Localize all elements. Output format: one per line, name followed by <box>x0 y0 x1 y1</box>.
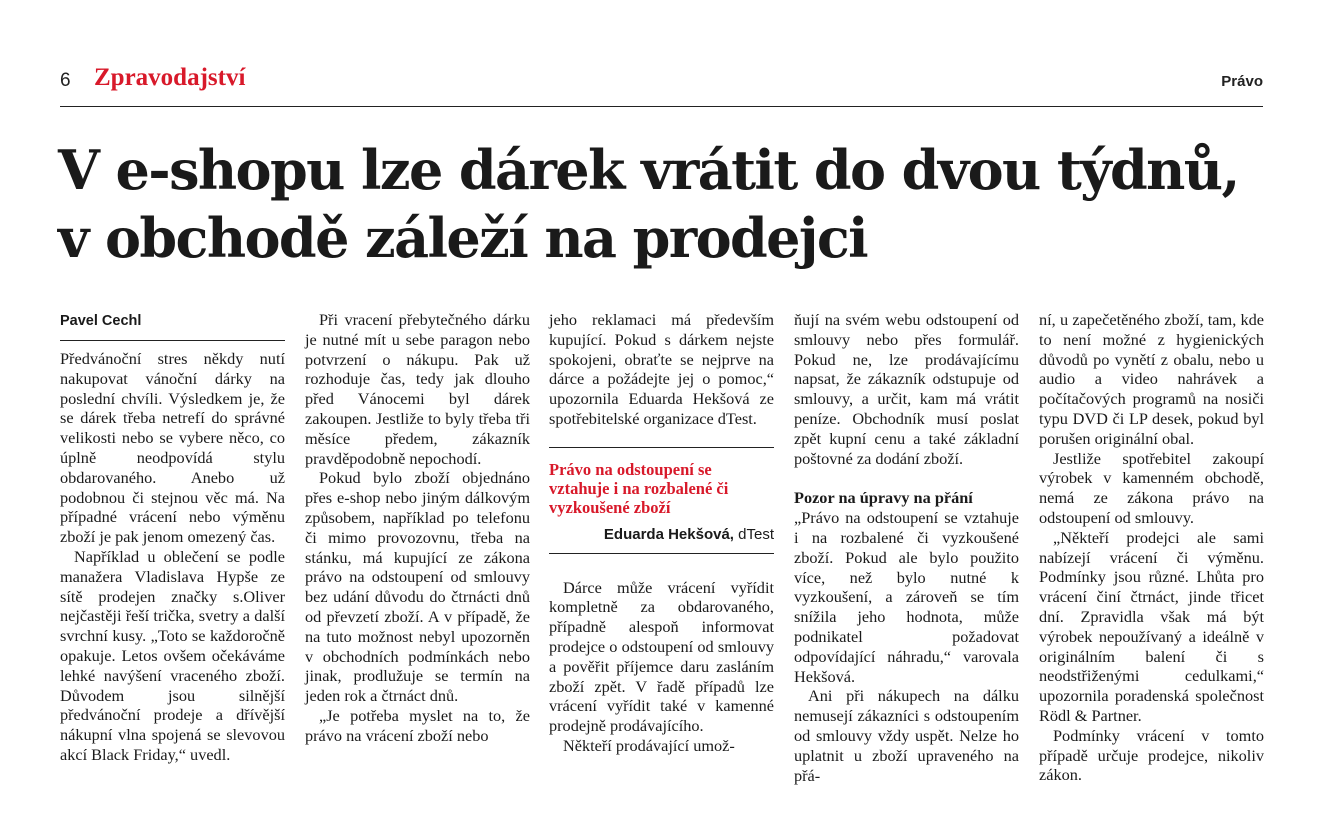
paragraph: Například u oblečení se podle manažera Vladislava Hypše ze sítě prodejen značky s.Oliver nejčastěji řeší trička, svetry a další svrchní kusy. „Toto se každoročně opakuje. Letos ovšem očekáváme lehké navýšení vraceného zboží. Důvodem jsou silnější předvánoční prodeje a dřívější nákupní vlna spojená se slevovou akcí Black Friday,“ uvedl. <box>60 546 285 764</box>
pull-quote-author: Eduarda Hekšová, <box>603 525 734 543</box>
paragraph: ní, u zapečetěného zboží, tam, kde to není možné z hygienických důvodů po vynětí z obalu, nebo u audio a video nahrávek a počítačových programů na nosiči typu DVD či LP desek, pokud byl porušen originální obal. <box>1039 310 1264 448</box>
pull-quote-organization: dTest <box>738 525 774 543</box>
paragraph: Ani při nákupech na dálku nemusejí zákazníci s odstoupením od smlouvy vždy uspět. Nelze ho uplatnit u zboží upraveného na přá- <box>794 686 1019 785</box>
column-3 <box>549 310 774 756</box>
pull-quote-source <box>549 525 774 545</box>
paragraph: Pokud bylo zboží objednáno přes e-shop nebo jiným dálkovým způsobem, například po telefonu či mimo provozovnu, třeba na stánku, má kupující ze zákona právo na odstoupení od smlouvy bez udání důvodu do čtrnácti dnů od převzetí zboží. A v případě, že na tuto možnost nebyl upozorněn v obchodních podmínkách nebo jinak, prodlužuje se termín na jeden rok a čtrnáct dnů. <box>305 468 530 706</box>
paragraph: ňují na svém webu odstoupení od smlouvy nebo přes formulář. Pokud ne, lze prodávajícímu napsat, že zákazník odstupuje od smlouvy, a určit, kam má vrátit peníze. Obchodník musí poslat zpět kupní cenu a také základní poštovné za dodání zboží. <box>794 310 1019 468</box>
column-5 <box>1039 310 1264 785</box>
paragraph: Při vracení přebytečného dárku je nutné mít u sebe paragon nebo potvrzení o nákupu. Pak už rozhoduje čas, tedy jak dlouho před Vánocemi byl dárek zakoupen. Jestliže to byly třeba tři měsíce předem, zákazník pravděpodobně nepochodí. <box>305 310 530 468</box>
paragraph: „Někteří prodejci ale sami nabízejí vrácení či výměnu. Podmínky jsou různé. Lhůta pro vrácení činí čtrnáct, jinde třicet dní. Zpravidla však má být výrobek nepoužívaný a ideálně v originálním balení či s neodstřiženými cedulkami,“ upozornila poradenská společnost Rödl & Partner. <box>1039 527 1264 725</box>
paragraph: „Právo na odstoupení se vztahuje i na rozbalené či vyzkoušené zboží. Pokud ale bylo použito více, než bylo nutné k vyzkoušení, a zároveň se tím snížila jeho hodnota, může podnikatel požadovat odpovídající náhradu,“ varovala Hekšová. <box>794 508 1019 686</box>
paragraph: jeho reklamaci má především kupující. Pokud s dárkem nejste spokojeni, obraťte se nejprve na dárce a požádejte jej o pomoc,“ upozornila Eduarda Hekšová ze spotřebitelské organizace dTest. <box>549 310 774 428</box>
column-4 <box>794 310 1019 785</box>
paragraph: Předvánoční stres někdy nutí nakupovat vánoční dárky na poslední chvíli. Výsledkem je, že se dárek třeba netrefí do správné velikosti nebo se vybere něco, co úplně neodpovídá stylu obdarovaného. Anebo už podobnou či stejnou věc má. Na případné vrácení nebo výměnu zboží je pak jenom omezený čas. <box>60 349 285 547</box>
paragraph: Podmínky vrácení v tomto případě určuje prodejce, nikoliv zákon. <box>1039 725 1264 785</box>
paragraph: Jestliže spotřebitel zakoupí výrobek v kamenném obchodě, nemá ze zákona právo na odstoupení od smlouvy. <box>1039 448 1264 527</box>
subheading: Pozor na úpravy na přání <box>794 488 973 508</box>
paragraph: Dárce může vrácení vyřídit kompletně za obdarovaného, případně alespoň informovat prodejce o odstoupení od smlouvy a pověřit příjemce daru zasláním zboží zpět. V řadě případů lze vrácení vyřídit také v kamenné prodejně prodávajícího. <box>549 577 774 736</box>
column-2 <box>305 310 530 746</box>
page-number: 6 <box>60 70 71 91</box>
pull-quote <box>549 447 774 554</box>
section-title: Zpravodajství <box>94 64 246 91</box>
publication-name: Právo <box>1221 73 1263 90</box>
pull-quote-text: Právo na odstoupení se vztahuje i na rozbalené či vyzkoušené zboží <box>549 459 729 517</box>
page-header <box>60 60 1263 107</box>
paragraph: „Je potřeba myslet na to, že právo na vrácení zboží nebo <box>305 705 530 745</box>
paragraph: Někteří prodávající umož- <box>563 735 735 755</box>
article-headline: V e-shopu lze dárek vrátit do dvou týdnů, v obchodě záleží na prodejci <box>58 138 1239 270</box>
column-1 <box>60 310 285 765</box>
author-byline: Pavel Cechl <box>60 310 285 341</box>
